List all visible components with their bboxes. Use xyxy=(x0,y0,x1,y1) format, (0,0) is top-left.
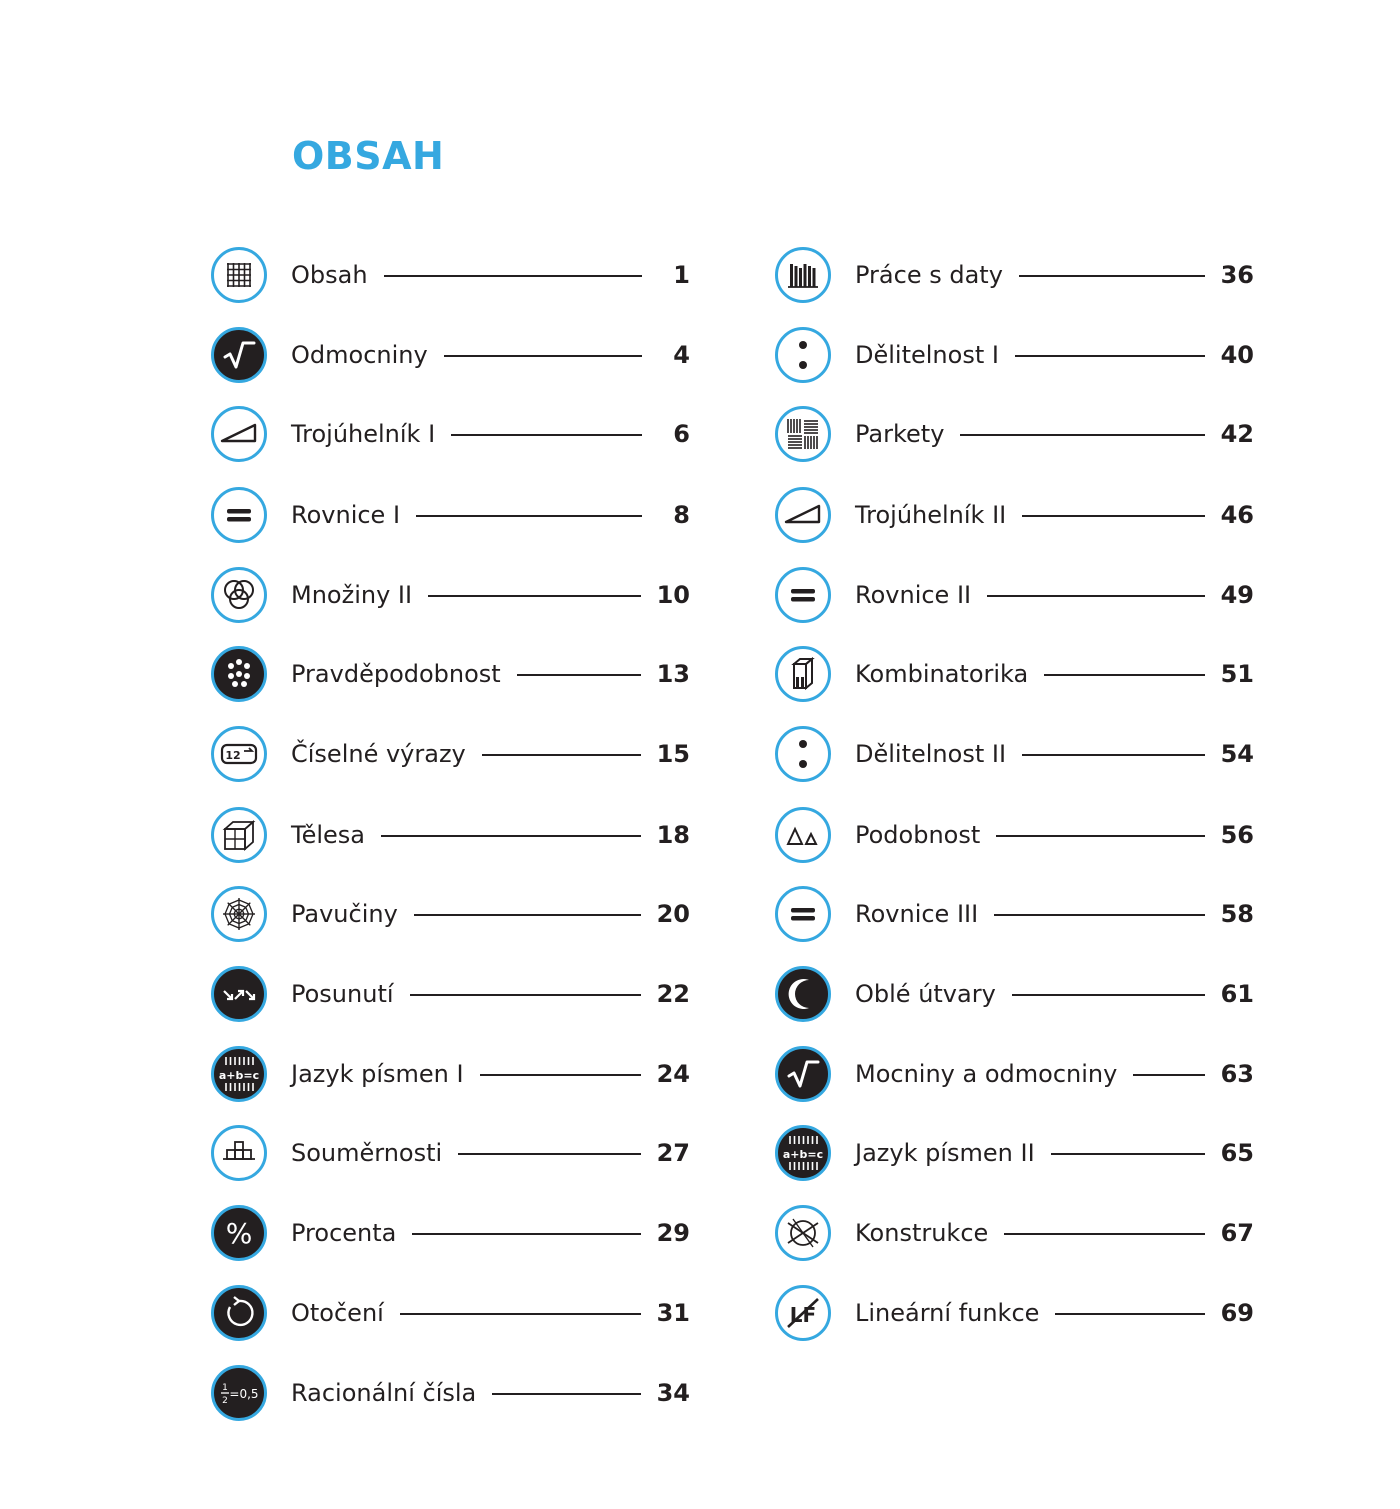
dot-leader-line xyxy=(414,914,641,916)
entry-page-number: 67 xyxy=(1220,1219,1254,1247)
toc-entry[interactable] xyxy=(774,805,1254,865)
svg-text:2: 2 xyxy=(222,1396,228,1406)
equals-icon-graphic xyxy=(775,567,831,623)
letters-icon-graphic xyxy=(775,1125,831,1181)
equals-icon xyxy=(211,487,267,543)
entry-title: Jazyk písmen I xyxy=(291,1060,464,1088)
dot-leader-line xyxy=(1133,1074,1204,1076)
triangle-icon-graphic xyxy=(211,406,267,462)
data-bars-icon-graphic xyxy=(775,247,831,303)
dot-leader-line xyxy=(400,1313,641,1315)
toc-entry[interactable] xyxy=(774,325,1254,385)
dot-leader-line xyxy=(410,994,641,996)
crescent-icon-graphic xyxy=(775,966,831,1022)
data-bars-icon xyxy=(775,247,831,303)
dot-leader-line xyxy=(451,434,642,436)
entry-page-number: 61 xyxy=(1220,980,1254,1008)
fraction-icon-graphic xyxy=(211,1365,267,1421)
entry-page-number: 34 xyxy=(656,1379,690,1407)
toc-entry[interactable] xyxy=(774,1203,1254,1263)
entry-title: Otočení xyxy=(291,1299,384,1327)
entry-page-number: 6 xyxy=(673,420,690,448)
spider-web-icon-graphic xyxy=(211,886,267,942)
dot-leader-line xyxy=(517,674,641,676)
entry-title: Množiny II xyxy=(291,581,413,609)
equals-icon xyxy=(775,567,831,623)
entry-title: Tělesa xyxy=(291,821,365,849)
entry-title: Jazyk písmen II xyxy=(855,1139,1035,1167)
entry-page-number: 24 xyxy=(656,1060,690,1088)
dot-leader-line xyxy=(492,1393,640,1395)
dot-leader-line xyxy=(1004,1233,1204,1235)
square-root-icon-graphic xyxy=(211,327,267,383)
construction-icon-graphic xyxy=(775,1205,831,1261)
venn-diagram-icon xyxy=(211,567,267,623)
dot-leader-line xyxy=(987,595,1204,597)
dot-leader-line xyxy=(1055,1313,1204,1315)
arrows-icon-graphic xyxy=(211,966,267,1022)
toc-entry[interactable] xyxy=(774,1123,1254,1183)
dot-leader-line xyxy=(444,355,642,357)
entry-page-number: 10 xyxy=(656,581,690,609)
svg-text:12: 12 xyxy=(225,749,241,762)
similar-triangles-icon xyxy=(775,807,831,863)
parquet-icon xyxy=(775,406,831,462)
divisibility-icon xyxy=(775,726,831,782)
toc-entry[interactable] xyxy=(210,485,690,545)
dot-leader-line xyxy=(428,595,641,597)
entry-title: Posunutí xyxy=(291,980,394,1008)
divisibility-icon-graphic xyxy=(775,726,831,782)
dot-leader-line xyxy=(994,914,1204,916)
toc-entry[interactable] xyxy=(210,964,690,1024)
entry-title: Trojúhelník II xyxy=(855,501,1007,529)
dot-leader-line xyxy=(416,515,642,517)
letters-icon xyxy=(211,1046,267,1102)
arrows-icon xyxy=(211,966,267,1022)
entry-page-number: 54 xyxy=(1220,740,1254,768)
toc-entry[interactable] xyxy=(210,245,690,305)
grid-icon-graphic xyxy=(211,247,267,303)
entry-title: Kombinatorika xyxy=(855,660,1029,688)
construction-icon xyxy=(775,1205,831,1261)
triangle-icon xyxy=(775,487,831,543)
equals-icon-graphic xyxy=(775,886,831,942)
toc-entry[interactable] xyxy=(774,245,1254,305)
divisibility-icon-graphic xyxy=(775,327,831,383)
dice-icon xyxy=(211,646,267,702)
entry-page-number: 29 xyxy=(656,1219,690,1247)
toc-entry[interactable] xyxy=(774,724,1254,784)
dot-leader-line xyxy=(996,835,1204,837)
entry-title: Oblé útvary xyxy=(855,980,996,1008)
dot-leader-line xyxy=(1019,275,1205,277)
entry-page-number: 49 xyxy=(1220,581,1254,609)
toc-entry[interactable] xyxy=(210,805,690,865)
entry-page-number: 15 xyxy=(656,740,690,768)
svg-text:=0,5: =0,5 xyxy=(229,1387,259,1401)
dice-icon-graphic xyxy=(211,646,267,702)
entry-title: Pavučiny xyxy=(291,900,398,928)
entry-page-number: 69 xyxy=(1220,1299,1254,1327)
svg-text:a+b=c: a+b=c xyxy=(218,1069,260,1082)
dot-leader-line xyxy=(412,1233,640,1235)
percent-icon-graphic xyxy=(211,1205,267,1261)
entry-title: Lineární funkce xyxy=(855,1299,1040,1327)
combinatorics-icon-graphic xyxy=(775,646,831,702)
page-title: OBSAH xyxy=(292,134,445,178)
entry-title: Obsah xyxy=(291,261,368,289)
entry-page-number: 42 xyxy=(1220,420,1254,448)
dot-leader-line xyxy=(1051,1153,1205,1155)
svg-text:1: 1 xyxy=(222,1383,228,1393)
entry-title: Rovnice I xyxy=(291,501,401,529)
dot-leader-line xyxy=(1022,754,1205,756)
cube-icon-graphic xyxy=(211,807,267,863)
dot-leader-line xyxy=(482,754,641,756)
percent-icon xyxy=(211,1205,267,1261)
entry-title: Dělitelnost I xyxy=(855,341,999,369)
entry-title: Mocniny a odmocniny xyxy=(855,1060,1118,1088)
entry-page-number: 56 xyxy=(1220,821,1254,849)
toc-entry[interactable] xyxy=(210,325,690,385)
svg-text:a+b=c: a+b=c xyxy=(782,1148,824,1161)
equals-icon-graphic xyxy=(211,487,267,543)
grid-icon xyxy=(211,247,267,303)
entry-title: Rovnice III xyxy=(855,900,979,928)
entry-title: Konstrukce xyxy=(855,1219,989,1247)
rotation-icon-graphic xyxy=(211,1285,267,1341)
square-root-icon-graphic xyxy=(775,1046,831,1102)
venn-diagram-icon-graphic xyxy=(211,567,267,623)
entry-page-number: 51 xyxy=(1220,660,1254,688)
entry-title: Dělitelnost II xyxy=(855,740,1007,768)
entry-title: Souměrnosti xyxy=(291,1139,443,1167)
spider-web-icon xyxy=(211,886,267,942)
fraction-icon xyxy=(211,1365,267,1421)
toc-entry[interactable] xyxy=(774,404,1254,464)
dot-leader-line xyxy=(458,1153,640,1155)
square-root-icon xyxy=(775,1046,831,1102)
symmetry-blocks-icon xyxy=(211,1125,267,1181)
entry-page-number: 20 xyxy=(656,900,690,928)
similar-triangles-icon-graphic xyxy=(775,807,831,863)
toc-entry[interactable] xyxy=(210,404,690,464)
dot-leader-line xyxy=(480,1074,641,1076)
rotation-icon xyxy=(211,1285,267,1341)
toc-entry[interactable] xyxy=(774,644,1254,704)
entry-page-number: 63 xyxy=(1220,1060,1254,1088)
triangle-icon xyxy=(211,406,267,462)
toc-entry[interactable] xyxy=(210,1044,690,1104)
toc-entry[interactable] xyxy=(210,1203,690,1263)
toc-entry[interactable] xyxy=(774,884,1254,944)
letters-icon xyxy=(775,1125,831,1181)
entry-page-number: 1 xyxy=(673,261,690,289)
toc-entry[interactable] xyxy=(210,1363,690,1423)
toc-entry[interactable] xyxy=(774,964,1254,1024)
divisibility-icon xyxy=(775,327,831,383)
entry-page-number: 46 xyxy=(1220,501,1254,529)
combinatorics-icon xyxy=(775,646,831,702)
svg-text:LF: LF xyxy=(789,1303,817,1327)
entry-page-number: 40 xyxy=(1220,341,1254,369)
dot-leader-line xyxy=(960,434,1204,436)
toc-entry[interactable] xyxy=(210,1283,690,1343)
entry-page-number: 4 xyxy=(673,341,690,369)
crescent-icon xyxy=(775,966,831,1022)
expression-icon-graphic xyxy=(211,726,267,782)
dot-leader-line xyxy=(1044,674,1204,676)
toc-entry[interactable] xyxy=(210,884,690,944)
equals-icon xyxy=(775,886,831,942)
entry-title: Odmocniny xyxy=(291,341,428,369)
linear-function-icon-graphic xyxy=(775,1285,831,1341)
entry-title: Číselné výrazy xyxy=(291,740,466,768)
entry-page-number: 8 xyxy=(673,501,690,529)
entry-title: Procenta xyxy=(291,1219,397,1247)
entry-title: Trojúhelník I xyxy=(291,420,436,448)
triangle-icon-graphic xyxy=(775,487,831,543)
dot-leader-line xyxy=(1015,355,1205,357)
parquet-icon-graphic xyxy=(775,406,831,462)
entry-page-number: 27 xyxy=(656,1139,690,1167)
entry-title: Podobnost xyxy=(855,821,981,849)
letters-icon-graphic xyxy=(211,1046,267,1102)
entry-page-number: 58 xyxy=(1220,900,1254,928)
toc-entry[interactable] xyxy=(210,1123,690,1183)
entry-title: Racionální čísla xyxy=(291,1379,477,1407)
cube-icon xyxy=(211,807,267,863)
toc-entry[interactable] xyxy=(774,565,1254,625)
toc-entry[interactable] xyxy=(774,1283,1254,1343)
dot-leader-line xyxy=(381,835,641,837)
svg-text:%: % xyxy=(225,1217,253,1250)
symmetry-blocks-icon-graphic xyxy=(211,1125,267,1181)
entry-page-number: 18 xyxy=(656,821,690,849)
entry-page-number: 13 xyxy=(656,660,690,688)
entry-title: Parkety xyxy=(855,420,945,448)
entry-page-number: 36 xyxy=(1220,261,1254,289)
entry-page-number: 31 xyxy=(656,1299,690,1327)
toc-entry[interactable] xyxy=(210,644,690,704)
entry-page-number: 22 xyxy=(656,980,690,1008)
entry-title: Práce s daty xyxy=(855,261,1003,289)
square-root-icon xyxy=(211,327,267,383)
dot-leader-line xyxy=(1012,994,1205,996)
entry-page-number: 65 xyxy=(1220,1139,1254,1167)
dot-leader-line xyxy=(1022,515,1204,517)
dot-leader-line xyxy=(384,275,642,277)
toc-entry[interactable] xyxy=(210,724,690,784)
toc-entry[interactable] xyxy=(774,485,1254,545)
toc-entry[interactable] xyxy=(774,1044,1254,1104)
entry-title: Pravděpodobnost xyxy=(291,660,501,688)
expression-icon xyxy=(211,726,267,782)
entry-title: Rovnice II xyxy=(855,581,972,609)
toc-entry[interactable] xyxy=(210,565,690,625)
linear-function-icon xyxy=(775,1285,831,1341)
